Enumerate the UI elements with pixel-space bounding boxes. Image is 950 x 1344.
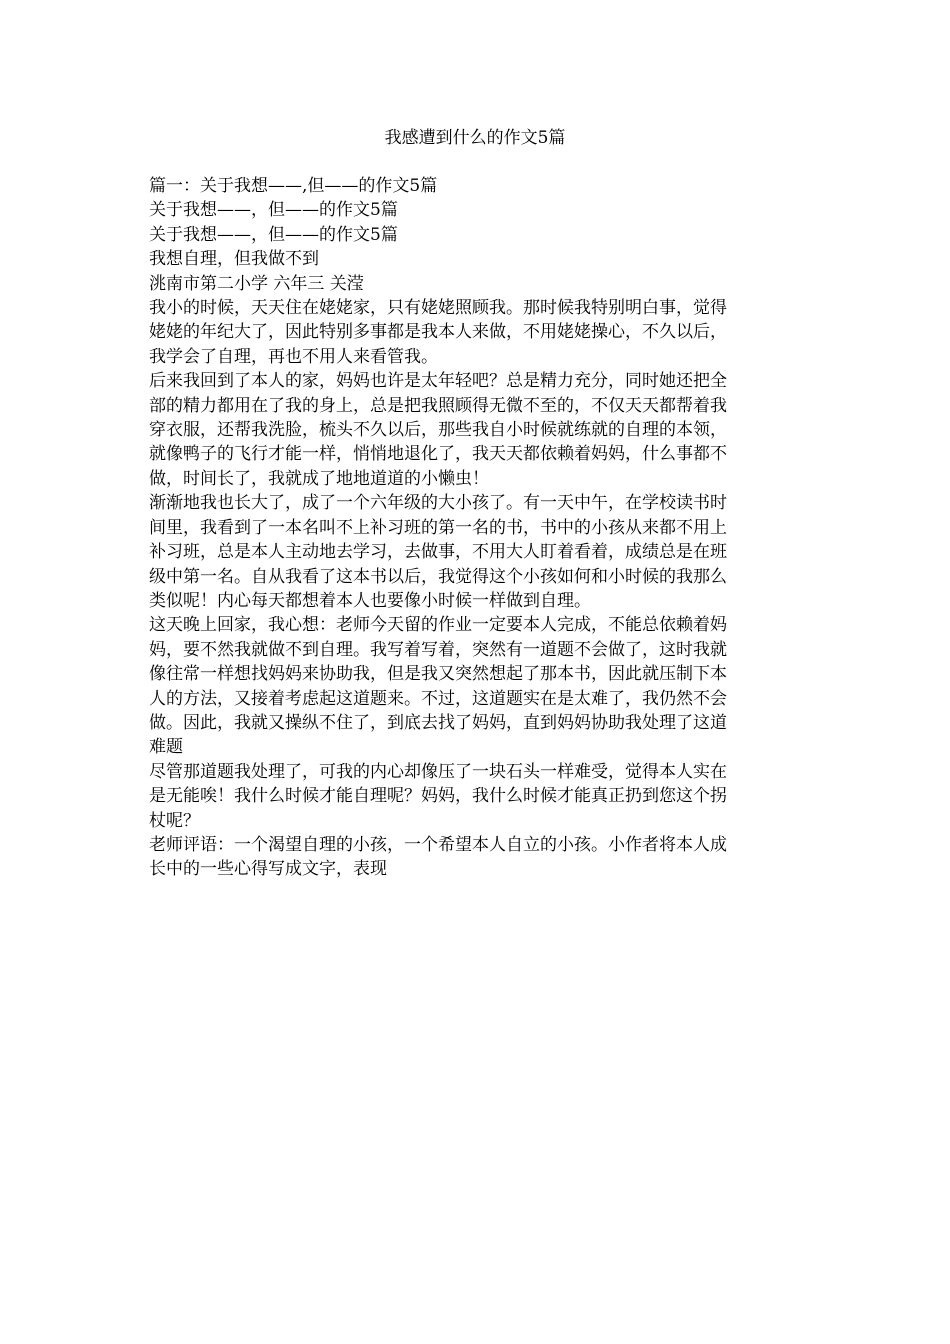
heading-line: 篇一：关于我想——,但——的作文5篇 — [149, 176, 438, 196]
document-title: 我感遭到什么的作文5篇 — [384, 128, 566, 148]
text-line: 部的精力都用在了我的身上，总是把我照顾得无微不至的，不仅天天都帮着我 — [149, 395, 727, 416]
text-line: 补习班，总是本人主动地去学习，去做事，不用大人盯着看着，成绩总是在班 — [149, 542, 727, 563]
text-line: 这天晚上回家，我心想：老师今天留的作业一定要本人完成，不能总依赖着妈 — [149, 615, 727, 636]
text-line: 间里，我看到了一本名叫不上补习班的第一名的书，书中的小孩从来都不用上 — [149, 517, 727, 538]
text-line: 妈，要不然我就做不到自理。我写着写着，突然有一道题不会做了，这时我就 — [149, 639, 727, 660]
text-line: 姥姥的年纪大了，因此特别多事都是我本人来做，不用姥姥操心，不久以后， — [149, 322, 727, 343]
author-line: 洮南市第二小学 六年三 关滢 — [149, 273, 364, 294]
text-line: 我学会了自理，再也不用人来看管我。 — [149, 346, 438, 367]
text-line: 级中第一名。自从我看了这本书以后，我觉得这个小孩如何和小时候的我那么 — [149, 566, 727, 587]
text-line: 是无能唉！我什么时候才能自理呢？妈妈，我什么时候才能真正扔到您这个拐 — [149, 786, 727, 807]
text-line: 像往常一样想找妈妈来协助我，但是我又突然想起了那本书，因此就压制下本 — [149, 664, 727, 685]
text-line: 后来我回到了本人的家，妈妈也许是太年轻吧？总是精力充分，同时她还把全 — [149, 371, 727, 392]
text-line: 杖呢？ — [149, 810, 200, 831]
text-line: 老师评语：一个渴望自理的小孩，一个希望本人自立的小孩。小作者将本人成 — [149, 834, 727, 855]
text-line: 穿衣服，还帮我洗脸，梳头不久以后，那些我自小时候就练就的自理的本领， — [149, 420, 727, 441]
text-line: 就像鸭子的飞行才能一样，悄悄地退化了，我天天都依赖着妈妈，什么事都不 — [149, 444, 727, 465]
text-line: 难题 — [149, 737, 183, 758]
text-line: 尽管那道题我处理了，可我的内心却像压了一块石头一样难受，觉得本人实在 — [149, 761, 727, 782]
text-line: 长中的一些心得写成文字，表现 — [149, 859, 387, 880]
heading-line: 关于我想——，但——的作文5篇 — [149, 224, 398, 245]
text-line: 做。因此，我就又操纵不住了，到底去找了妈妈，直到妈妈协助我处理了这道 — [149, 712, 727, 733]
essay-title-line: 我想自理，但我做不到 — [149, 249, 319, 270]
text-line: 渐渐地我也长大了，成了一个六年级的大小孩了。有一天中午，在学校读书时 — [149, 493, 727, 514]
document-body — [149, 174, 809, 882]
text-line: 类似呢！内心每天都想着本人也要像小时候一样做到自理。 — [149, 590, 591, 611]
heading-line: 关于我想——，但——的作文5篇 — [149, 200, 398, 221]
text-line: 做，时间长了，我就成了地地道道的小懒虫！ — [149, 468, 489, 489]
text-line: 人的方法，又接着考虑起这道题来。不过，这道题实在是太难了，我仍然不会 — [149, 688, 727, 709]
text-line: 我小的时候，天天住在姥姥家，只有姥姥照顾我。那时候我特别明白事，觉得 — [149, 298, 727, 319]
